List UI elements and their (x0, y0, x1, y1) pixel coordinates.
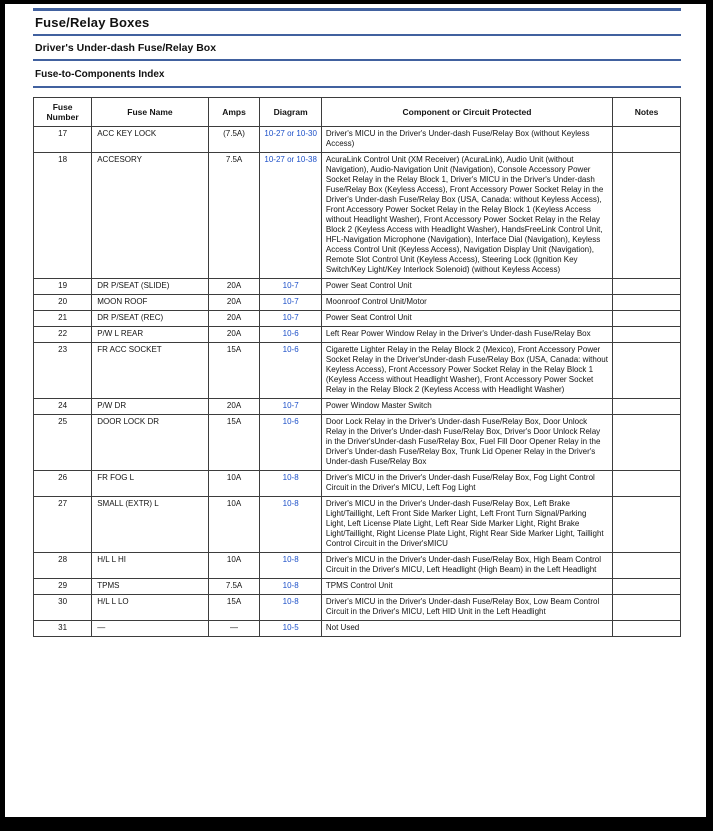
section-rule (33, 86, 681, 88)
diagram-link[interactable]: 10-7 (282, 297, 299, 307)
table-row (34, 415, 681, 471)
notes-cell (613, 127, 681, 153)
fuse-number-cell: 20 (34, 295, 92, 311)
notes-cell (613, 553, 681, 579)
component-cell: Door Lock Relay in the Driver's Under-dash Fuse/Relay Box, Door Unlock Relay in the Driver's Under-dash Fuse/Relay Box, Driver's Door Unlock Relay in the Driver'sUnder-dash Fuse/Relay Box, Fuel Fill Door Opener Relay in the Driver's Under-dash Fuse/Relay Box, Trunk Lid Opener Relay in the Driver's Under-dash Fuse/Relay Box (321, 415, 612, 471)
fuse-number-cell: 31 (34, 621, 92, 637)
column-header-notes: Notes (613, 98, 681, 127)
fuse-number-cell: 19 (34, 279, 92, 295)
table-row (34, 311, 681, 327)
fuse-number-cell: 23 (34, 343, 92, 399)
fuse-number-cell: 28 (34, 553, 92, 579)
diagram-link[interactable]: 10-27 or 10-30 (264, 129, 317, 139)
diagram-cell (260, 415, 321, 471)
fuse-number-cell: 18 (34, 153, 92, 279)
column-header-diagram: Diagram (260, 98, 321, 127)
column-header-amps: Amps (208, 98, 260, 127)
fuse-to-components-table (33, 97, 681, 637)
document-page (5, 4, 706, 817)
fuse-name-cell: ACCESORY (92, 153, 208, 279)
notes-cell (613, 153, 681, 279)
amps-cell: 15A (208, 415, 260, 471)
notes-cell (613, 343, 681, 399)
fuse-name-cell: DR P/SEAT (REC) (92, 311, 208, 327)
column-header-fuse-name: Fuse Name (92, 98, 208, 127)
fuse-number-cell: 25 (34, 415, 92, 471)
diagram-link[interactable]: 10-6 (282, 417, 299, 427)
table-row (34, 579, 681, 595)
fuse-name-cell: P/W DR (92, 399, 208, 415)
component-cell: Driver's MICU in the Driver's Under-dash Fuse/Relay Box, High Beam Control Circuit in the Driver's MICU, Left Headlight (High Beam) in the Left Headlight (321, 553, 612, 579)
fuse-name-cell: — (92, 621, 208, 637)
fuse-number-cell: 29 (34, 579, 92, 595)
component-cell: Not Used (321, 621, 612, 637)
fuse-name-cell: SMALL (EXTR) L (92, 497, 208, 553)
notes-cell (613, 497, 681, 553)
diagram-cell (260, 311, 321, 327)
diagram-link[interactable]: 10-7 (282, 313, 299, 323)
component-cell: Driver's MICU in the Driver's Under-dash Fuse/Relay Box, Fog Light Control Circuit in the Driver's MICU, Left Fog Light (321, 471, 612, 497)
fuse-name-cell: DR P/SEAT (SLIDE) (92, 279, 208, 295)
table-row (34, 553, 681, 579)
table-row (34, 127, 681, 153)
component-cell: Driver's MICU in the Driver's Under-dash Fuse/Relay Box (without Keyless Access) (321, 127, 612, 153)
table-row (34, 327, 681, 343)
amps-cell: 20A (208, 295, 260, 311)
component-cell: Driver's MICU in the Driver's Under-dash Fuse/Relay Box, Low Beam Control Circuit in the Driver's MICU, Left HID Unit in the Left Headlight (321, 595, 612, 621)
diagram-link[interactable]: 10-8 (282, 555, 299, 565)
fuse-number-cell: 21 (34, 311, 92, 327)
diagram-cell (260, 595, 321, 621)
table-row (34, 471, 681, 497)
notes-cell (613, 621, 681, 637)
table-header-row (34, 98, 681, 127)
amps-cell: 15A (208, 595, 260, 621)
fuse-name-cell: MOON ROOF (92, 295, 208, 311)
component-cell: Cigarette Lighter Relay in the Relay Block 2 (Mexico), Front Accessory Power Socket Relay in the Driver'sUnder-dash Fuse/Relay Box (USA, Canada: without Keyless Access), Front Accessory Power Socket Relay in the Relay Block 1 (Keyless Access without Headlight Washer), Front Accessory Power Socket Relay in the Relay Block 2 (Keyless Access with Headlight Washer) (321, 343, 612, 399)
section-title: Fuse-to-Components Index (35, 69, 165, 80)
amps-cell: 10A (208, 471, 260, 497)
table-row (34, 279, 681, 295)
page-subtitle: Driver's Under-dash Fuse/Relay Box (35, 42, 217, 54)
amps-cell: 20A (208, 327, 260, 343)
component-cell: Power Seat Control Unit (321, 311, 612, 327)
amps-cell: 7.5A (208, 153, 260, 279)
amps-cell: 20A (208, 311, 260, 327)
fuse-name-cell: TPMS (92, 579, 208, 595)
fuse-name-cell: H/L L LO (92, 595, 208, 621)
component-cell: Driver's MICU in the Driver's Under-dash Fuse/Relay Box, Left Brake Light/Taillight, Left Front Side Marker Light, Left Front Turn Signal/Parking Light, Left License Plate Light, Left Rear Side Marker Light, Right Brake Light/Taillight, Right License Plate Light, Right Rear Side Marker Light, Taillight Control Circuit in the Driver'sMICU (321, 497, 612, 553)
notes-cell (613, 471, 681, 497)
diagram-cell (260, 327, 321, 343)
diagram-link[interactable]: 10-8 (282, 473, 299, 483)
diagram-link[interactable]: 10-8 (282, 581, 299, 591)
fuse-name-cell: FR ACC SOCKET (92, 343, 208, 399)
diagram-link[interactable]: 10-7 (282, 401, 299, 411)
diagram-cell (260, 343, 321, 399)
top-rule (33, 8, 681, 11)
fuse-name-cell: H/L L HI (92, 553, 208, 579)
notes-cell (613, 295, 681, 311)
diagram-cell (260, 399, 321, 415)
component-cell: Moonroof Control Unit/Motor (321, 295, 612, 311)
diagram-cell (260, 295, 321, 311)
column-header-component-or-circuit-protected: Component or Circuit Protected (321, 98, 612, 127)
fuse-number-cell: 30 (34, 595, 92, 621)
fuse-number-cell: 27 (34, 497, 92, 553)
diagram-cell (260, 579, 321, 595)
fuse-number-cell: 24 (34, 399, 92, 415)
component-cell: Power Window Master Switch (321, 399, 612, 415)
diagram-cell (260, 279, 321, 295)
diagram-link[interactable]: 10-6 (282, 345, 299, 355)
diagram-link[interactable]: 10-8 (282, 499, 299, 509)
table-row (34, 621, 681, 637)
fuse-name-cell: ACC KEY LOCK (92, 127, 208, 153)
diagram-cell (260, 497, 321, 553)
title-rule (33, 34, 681, 36)
amps-cell: 20A (208, 399, 260, 415)
diagram-cell (260, 153, 321, 279)
fuse-number-cell: 22 (34, 327, 92, 343)
component-cell: Left Rear Power Window Relay in the Driver's Under-dash Fuse/Relay Box (321, 327, 612, 343)
amps-cell: 7.5A (208, 579, 260, 595)
diagram-link[interactable]: 10-7 (282, 281, 299, 291)
amps-cell: — (208, 621, 260, 637)
page-title: Fuse/Relay Boxes (35, 15, 150, 30)
fuse-name-cell: P/W L REAR (92, 327, 208, 343)
table-row (34, 153, 681, 279)
diagram-link[interactable]: 10-8 (282, 597, 299, 607)
notes-cell (613, 595, 681, 621)
notes-cell (613, 279, 681, 295)
notes-cell (613, 579, 681, 595)
notes-cell (613, 415, 681, 471)
diagram-cell (260, 127, 321, 153)
notes-cell (613, 327, 681, 343)
notes-cell (613, 311, 681, 327)
subtitle-rule (33, 59, 681, 61)
table-row (34, 595, 681, 621)
fuse-name-cell: DOOR LOCK DR (92, 415, 208, 471)
table-row (34, 343, 681, 399)
notes-cell (613, 399, 681, 415)
table-row (34, 497, 681, 553)
fuse-name-cell: FR FOG L (92, 471, 208, 497)
table-row (34, 399, 681, 415)
diagram-cell (260, 621, 321, 637)
amps-cell: 10A (208, 497, 260, 553)
amps-cell: 10A (208, 553, 260, 579)
component-cell: AcuraLink Control Unit (XM Receiver) (AcuraLink), Audio Unit (without Navigation), Audio-Navigation Unit (Navigation), Console Accessory Power Socket Relay in the Relay Block 1, Driver's MICU in the Driver's Under-dash Fuse/Relay Box (Keyless Access), Front Accessory Power Socket Relay in the Driver's Under-dash Fuse/Relay Box (USA, Canada: without Keyless Access), Front Accessory Power Socket Relay in the Relay Block 1 (Keyless Access without Headlight Washer), Front Accessory Power Socket Relay in the Relay Block 2 (Keyless Access with Headlight Washer), HandsFreeLink Control Unit, HFL-Navigation Microphone (Navigation), Interface Dial (Navigation), Keyless Access Control Unit (Keyless Access), Navigation Display Unit (Navigation), Remote Slot Control Unit (Keyless Access), Steering Lock (Ignition Key Switch/Key Light/Key Interlock Solenoid) (without Keyless Access) (321, 153, 612, 279)
diagram-link[interactable]: 10-6 (282, 329, 299, 339)
column-header-fuse-number: Fuse Number (34, 98, 92, 127)
diagram-cell (260, 471, 321, 497)
amps-cell: 20A (208, 279, 260, 295)
component-cell: TPMS Control Unit (321, 579, 612, 595)
diagram-link[interactable]: 10-5 (282, 623, 299, 633)
diagram-cell (260, 553, 321, 579)
component-cell: Power Seat Control Unit (321, 279, 612, 295)
amps-cell: 15A (208, 343, 260, 399)
fuse-number-cell: 26 (34, 471, 92, 497)
diagram-link[interactable]: 10-27 or 10-38 (264, 155, 317, 165)
amps-cell: (7.5A) (208, 127, 260, 153)
fuse-number-cell: 17 (34, 127, 92, 153)
table-row (34, 295, 681, 311)
